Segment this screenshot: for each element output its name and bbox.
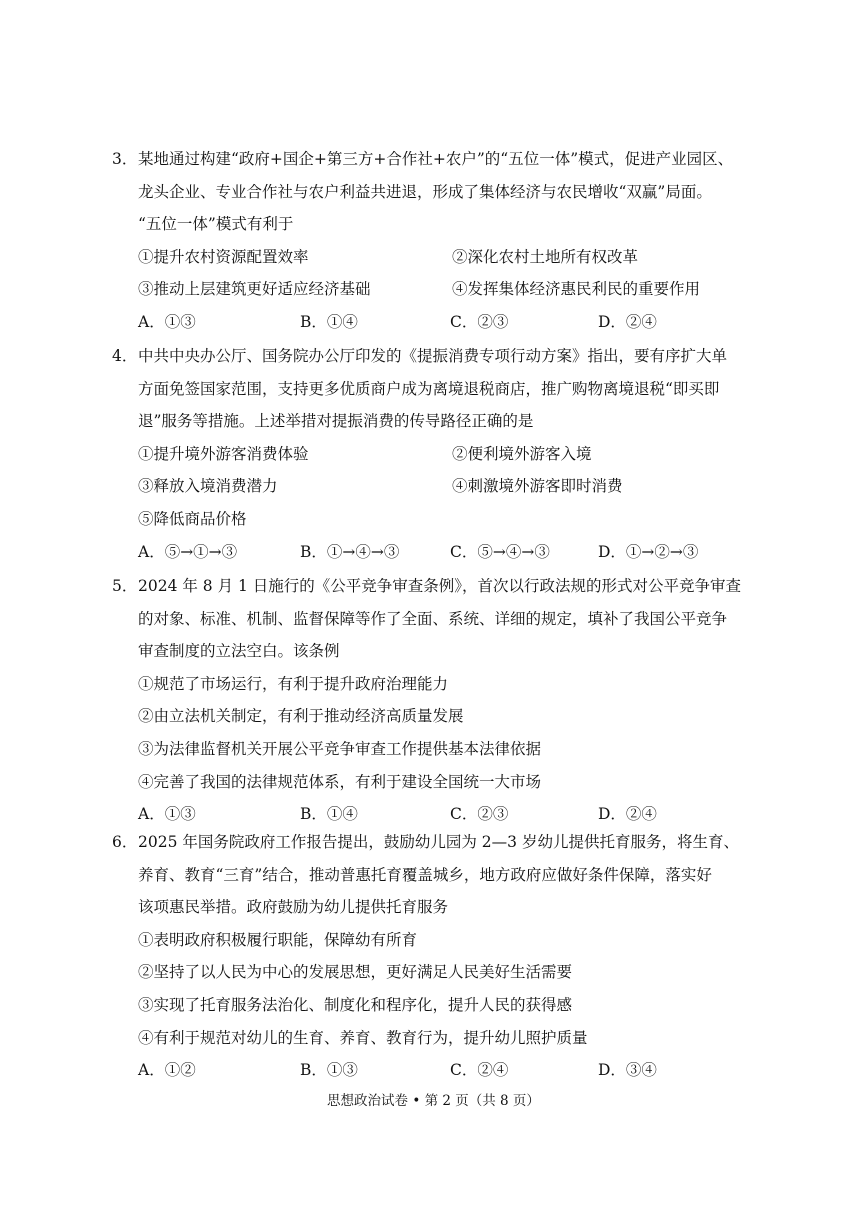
answer-choice-d[interactable]: D．③④ bbox=[598, 1061, 657, 1080]
question-stem-line: 养育、教育“三育”结合，推动普惠托育覆盖城乡，地方政府应做好条件保障，落实好 bbox=[138, 865, 712, 884]
question-number: 4． bbox=[112, 347, 138, 365]
answer-choice-d[interactable]: D．②④ bbox=[598, 313, 657, 331]
answer-choice-a[interactable]: A．⑤→①→③ bbox=[138, 542, 238, 561]
statement-option: ④完善了我国的法律规范体系，有利于建设全国统一大市场 bbox=[138, 772, 542, 791]
question-number: 5． bbox=[112, 577, 138, 595]
question-stem-line: 某地通过构建“政府+国企+第三方+合作社+农户”的“五位一体”模式，促进产业园区、 bbox=[138, 150, 734, 168]
statement-option: ①规范了市场运行，有利于提升政府治理能力 bbox=[138, 674, 449, 693]
statement-option: ④有利于规范对幼儿的生育、养育、教育行为，提升幼儿照护质量 bbox=[138, 1028, 588, 1047]
question-stem-line: 中共中央办公厅、国务院办公厅印发的《提振消费专项行动方案》指出，要有序扩大单 bbox=[138, 347, 728, 365]
statement-option: ①表明政府积极履行职能，保障幼有所育 bbox=[138, 930, 418, 949]
answer-choice-b[interactable]: B．①→④→③ bbox=[300, 542, 400, 561]
statement-option: ③为法律监督机关开展公平竞争审查工作提供基本法律依据 bbox=[138, 740, 542, 758]
page-footer: 思想政治试卷 • 第 2 页（共 8 页） bbox=[327, 1093, 540, 1109]
statement-option: ③实现了托育服务法治化、制度化和程序化，提升人民的获得感 bbox=[138, 996, 573, 1014]
answer-choice-c[interactable]: C．②④ bbox=[450, 1061, 509, 1080]
answer-choice-c[interactable]: C．⑤→④→③ bbox=[450, 542, 550, 561]
statement-option: ③推动上层建筑更好适应经济基础 bbox=[138, 280, 371, 299]
answer-choice-a[interactable]: A．①③ bbox=[138, 313, 196, 331]
answer-choice-c[interactable]: C．②③ bbox=[450, 805, 509, 824]
question-stem-line: 退”服务等措施。上述举措对提振消费的传导路径正确的是 bbox=[138, 412, 534, 431]
answer-choice-c[interactable]: C．②③ bbox=[450, 313, 509, 331]
question-stem-line: 龙头企业、专业合作社与农户利益共进退，形成了集体经济与农民增收“双赢”局面。 bbox=[138, 182, 712, 201]
statement-option: ④刺激境外游客即时消费 bbox=[452, 477, 623, 496]
statement-option: ⑤降低商品价格 bbox=[138, 510, 247, 528]
statement-option: ②由立法机关制定，有利于推动经济高质量发展 bbox=[138, 707, 464, 726]
answer-choice-b[interactable]: B．①③ bbox=[300, 1061, 358, 1080]
question-stem-line: “五位一体”模式有利于 bbox=[138, 215, 294, 234]
statement-option: ③释放入境消费潜力 bbox=[138, 477, 278, 496]
statement-option: ①提升境外游客消费体验 bbox=[138, 444, 309, 463]
answer-choice-b[interactable]: B．①④ bbox=[300, 313, 358, 331]
statement-option: ②深化农村土地所有权改革 bbox=[452, 247, 639, 266]
question-stem-line: 方面免签国家范围，支持更多优质商户成为离境退税商店，推广购物离境退税“即买即 bbox=[138, 379, 720, 398]
question-stem-line: 的对象、标准、机制、监督保障等作了全面、系统、详细的规定，填补了我国公平竞争 bbox=[138, 609, 728, 628]
answer-choice-a[interactable]: A．①② bbox=[138, 1061, 196, 1080]
question-stem-line: 2025 年国务院政府工作报告提出，鼓励幼儿园为 2—3 岁幼儿提供托育服务，将生育、 bbox=[138, 833, 739, 851]
answer-choice-d[interactable]: D．①→②→③ bbox=[598, 542, 699, 561]
statement-option: ②坚持了以人民为中心的发展思想，更好满足人民美好生活需要 bbox=[138, 963, 573, 982]
statement-option: ①提升农村资源配置效率 bbox=[138, 247, 309, 266]
question-stem-line: 审查制度的立法空白。该条例 bbox=[138, 642, 340, 661]
question-stem-line: 2024 年 8 月 1 日施行的《公平竞争审查条例》，首次以行政法规的形式对公平竞争审查 bbox=[138, 577, 742, 595]
question-stem-line: 该项惠民举措。政府鼓励为幼儿提供托育服务 bbox=[138, 898, 449, 917]
question-number: 3． bbox=[112, 150, 138, 168]
statement-option: ②便利境外游客入境 bbox=[452, 444, 592, 463]
answer-choice-a[interactable]: A．①③ bbox=[138, 805, 196, 824]
answer-choice-d[interactable]: D．②④ bbox=[598, 805, 657, 824]
statement-option: ④发挥集体经济惠民利民的重要作用 bbox=[452, 280, 701, 299]
answer-choice-b[interactable]: B．①④ bbox=[300, 805, 358, 824]
question-number: 6． bbox=[112, 833, 138, 851]
